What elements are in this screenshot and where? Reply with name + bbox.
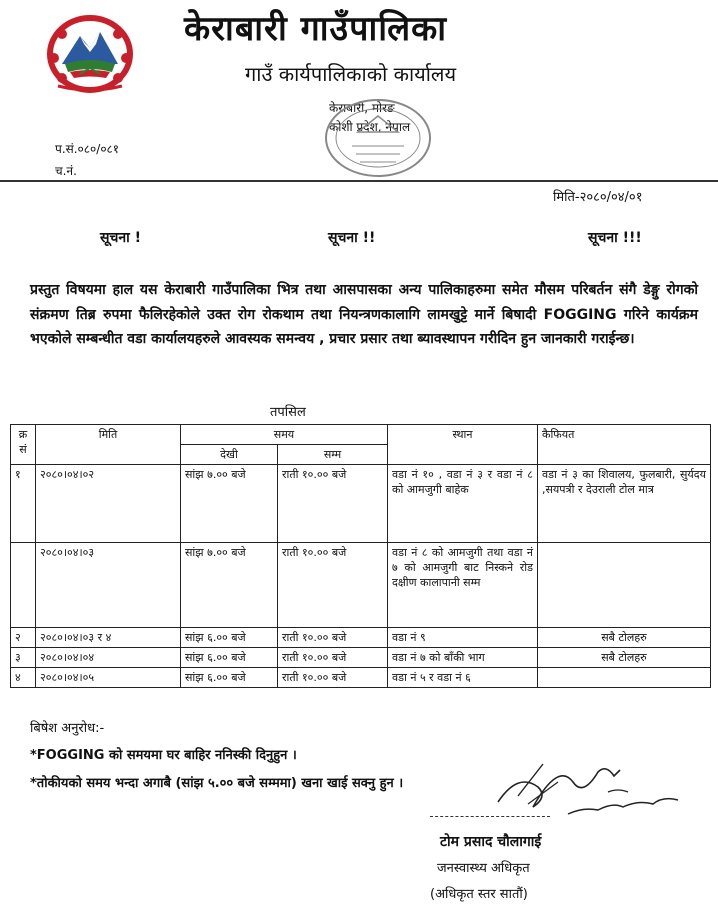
cell-location: वडा नं ९ (388, 628, 538, 648)
table-row (11, 648, 711, 668)
document-date: मिति-२०८०/०४/०१ (553, 190, 643, 205)
header-sn: क्र सं (11, 425, 36, 465)
signatory-name: टोम प्रसाद चौलागाई (440, 834, 542, 850)
cell-date: २०८०।०४।०३ (36, 543, 181, 628)
cell-location: वडा नं ५ र वडा नं ६ (388, 668, 538, 688)
cell-sn: ४ (11, 668, 36, 688)
table-row (11, 465, 711, 543)
cell-from: सांझ ७.०० बजे (181, 465, 278, 543)
municipality-logo (40, 12, 140, 94)
cell-remarks: वडा नं ३ का शिवालय, फुलबारी, सुर्यदय ,सयपत्री र देउराली टोल मात्र (538, 465, 711, 543)
header-location: स्थान (388, 425, 538, 465)
table-row (11, 543, 711, 628)
cell-remarks: सबै टोलहरु (538, 628, 711, 648)
cell-date: २०८०।०४।०३ र ४ (36, 628, 181, 648)
header-date: मिति (36, 425, 181, 465)
cell-date: २०८०।०४।०४ (36, 648, 181, 668)
address-line-2: कोशी प्रदेश, नेपाल (329, 120, 411, 134)
header-divider (0, 180, 718, 182)
cell-from: सांझ ७.०० बजे (181, 543, 278, 628)
schedule-caption: तपसिल (270, 405, 306, 420)
cell-to: राती १०.०० बजे (278, 465, 388, 543)
header-to: सम्म (278, 445, 388, 465)
cell-to: राती १०.०० बजे (278, 668, 388, 688)
cell-remarks (538, 543, 711, 628)
cell-sn: १ (11, 465, 36, 543)
cell-remarks: सबै टोलहरु (538, 648, 711, 668)
address-line-1: केराबारी, मोरङ (329, 101, 395, 115)
cell-from: सांझ ६.०० बजे (181, 648, 278, 668)
header-time: समय (181, 425, 388, 445)
cell-to: राती १०.०० बजे (278, 648, 388, 668)
fogging-schedule-table (10, 424, 711, 688)
notice-body: प्रस्तुत विषयमा हाल यस केराबारी गाउँपालिका भित्र तथा आसपासका अन्य पालिकाहरुमा समेत मौसम परिबर्तन संगै डेङ्गु रोगको संक्रमण तिब्र रुपमा फैलिरहेकोले उक्त रोग रोकथाम तथा नियन्त्रणकालागि लामखुट्टे मार्ने बिषादी FOGGING गरिने कार्यक्रम भएकोले सम्बन्धीत वडा कार्यालयहरुले आवस्यक समन्वय , प्रचार प्रसार तथा ब्यावस्थापन गरीदिन हुन जानकारी गराईन्छ। (30, 282, 698, 347)
dispatch-number: च.नं. (55, 164, 77, 178)
handwritten-signature (488, 752, 688, 822)
signatory-post: जनस्वास्थ्य अधिकृत (437, 861, 530, 876)
reference-number: प.सं.०८०/०८१ (55, 142, 120, 156)
signature-line (430, 816, 550, 817)
cell-remarks (538, 668, 711, 688)
cell-to: राती १०.०० बजे (278, 628, 388, 648)
header-from: देखी (181, 445, 278, 465)
table-header-row (11, 425, 711, 445)
special-request-item: *FOGGING को समयमा घर बाहिर ननिस्की दिनुहुन । (30, 748, 297, 763)
special-request-item: *तोकीयको समय भन्दा अगाबै (सांझ ५.०० बजे सम्ममा) खना खाई सक्नु हुन । (30, 776, 404, 791)
cell-date: २०८०।०४।०२ (36, 465, 181, 543)
office-subtitle: गाउँ कार्यपालिकाको कार्यालय (245, 62, 457, 86)
cell-from: सांझ ६.०० बजे (181, 668, 278, 688)
header-remarks: कैफियत (538, 425, 711, 465)
table-row (11, 668, 711, 688)
special-request-title: बिषेश अनुरोध:- (30, 721, 105, 736)
office-name: केराबारी गाउँपालिका (184, 9, 448, 49)
notice-heading-2: सूचना !! (328, 230, 376, 246)
notice-heading-1: सूचना ! (100, 230, 142, 246)
signatory-level: (अधिकृत स्तर सातौं) (430, 887, 528, 902)
notice-heading-3: सूचना !!! (588, 230, 642, 246)
cell-from: सांझ ६.०० बजे (181, 628, 278, 648)
table-row (11, 628, 711, 648)
cell-date: २०८०।०४।०५ (36, 668, 181, 688)
cell-sn: २ (11, 628, 36, 648)
cell-location: वडा नं ८ को आमजुगी तथा वडा नं ७ को आमजुगी बाट निस्कने रोड दक्षीण कालापानी सम्म (388, 543, 538, 628)
cell-sn (11, 543, 36, 628)
cell-to: राती १०.०० बजे (278, 543, 388, 628)
cell-location: वडा नं १० , वडा नं ३ र वडा नं ८ को आमजुगी बाहेक (388, 465, 538, 543)
cell-sn: ३ (11, 648, 36, 668)
official-stamp (322, 96, 434, 180)
cell-location: वडा नं ७ को बाँकी भाग (388, 648, 538, 668)
